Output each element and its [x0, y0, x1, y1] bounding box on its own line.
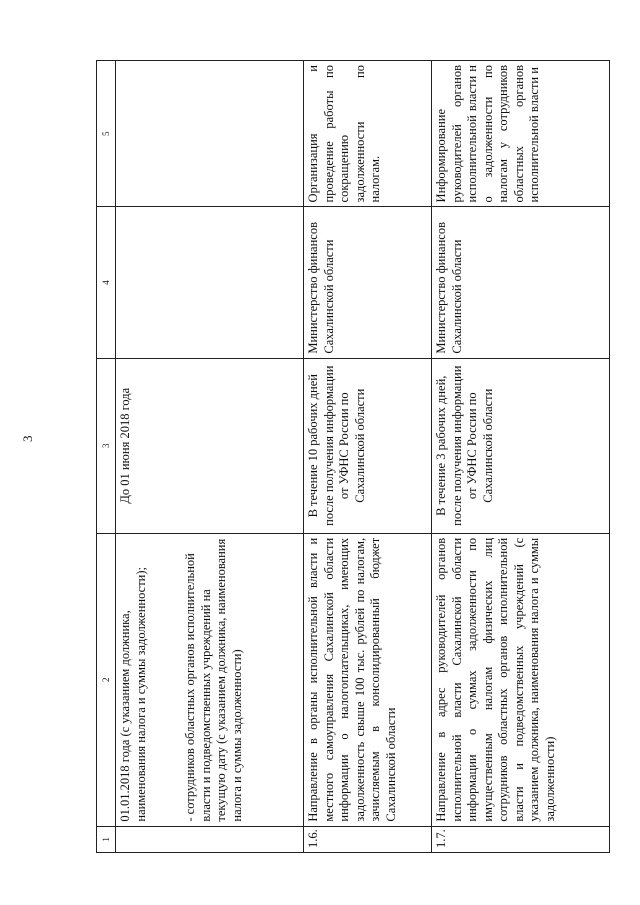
- rotated-page-content: [96, 60, 610, 853]
- row-deadline: [116, 358, 304, 533]
- row-deadline: В течение 10 рабочих дней после получения информации от УФНС России по Сахалинской области: [304, 358, 432, 533]
- table-row: [432, 61, 610, 853]
- description-part-2: - сотрудников областных органов исполнительной власти и подведомственных учреждений на текущую дату (с указанием должника, наименования налога и суммы задолженности): [183, 538, 244, 822]
- header-col-4: 4: [97, 207, 116, 358]
- row-number: [116, 826, 304, 852]
- table-row: [304, 61, 432, 853]
- row-number: 1.6.: [304, 826, 432, 852]
- header-col-3: 3: [97, 358, 116, 533]
- row-responsible: Министерство финансов Сахалинской области: [432, 207, 610, 358]
- table-row-continuation: [116, 61, 304, 853]
- row-responsible: [116, 207, 304, 358]
- row-result: Информирование руководителей органов исполнительной власти н о задолженности по налогам у сотрудников областных органов исполнительной власти и: [432, 61, 610, 207]
- header-col-1: 1: [97, 826, 116, 852]
- description-part-1: 01.01.2018 года (с указанием должника, наименования налога и суммы задолженности);: [118, 567, 148, 822]
- row-responsible: Министерство финансов Сахалинской области: [304, 207, 432, 358]
- action-plan-table: [96, 60, 610, 853]
- header-col-5: 5: [97, 61, 116, 207]
- table-header-row: [97, 61, 116, 853]
- description-gap: [149, 538, 183, 822]
- row-result: [116, 61, 304, 207]
- row-deadline: В течение 3 рабочих дней, после получения информации от УФНС России по Сахалинской области: [432, 358, 610, 533]
- row-description: Направление в адрес руководителей органов исполнительной власти Сахалинской области информации о суммах задолженности по имущественным налогам физических лиц сотрудников областных органов исполнительной власти и подведомственных учреждений (с указанием должника, наименования налога и суммы задолженности): [432, 533, 610, 826]
- page-number: 3: [20, 435, 35, 442]
- header-col-2: 2: [97, 533, 116, 826]
- deadline-text: До 01 июня 2018 года: [118, 387, 132, 504]
- row-description: [116, 533, 304, 826]
- row-result: Организация и проведение работы по сокращению задолженности по налогам.: [304, 61, 432, 207]
- row-description: Направление в органы исполнительной власти и местного самоуправления Сахалинской области информации о налогоплательщиках, имеющих задолженность свыше 100 тыс. рублей по налогам, зачисляемым в консолидированный бюджет Сахалинской области: [304, 533, 432, 826]
- row-number: 1.7.: [432, 826, 610, 852]
